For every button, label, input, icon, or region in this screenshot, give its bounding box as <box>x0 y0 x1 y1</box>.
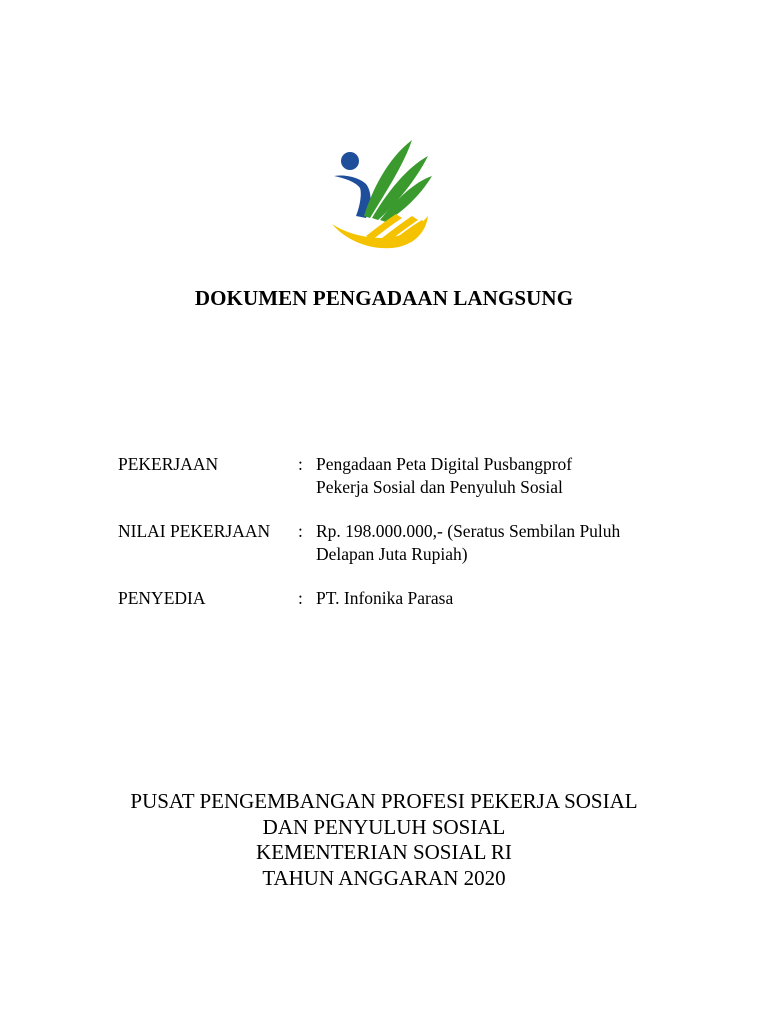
document-info-block <box>118 453 678 631</box>
footer-line: DAN PENYULUH SOSIAL <box>262 814 506 839</box>
field-value-line: Delapan Juta Rupiah) <box>316 544 468 564</box>
field-label: PENYEDIA <box>118 588 206 608</box>
emblem-graphic <box>326 134 436 254</box>
field-separator: : <box>298 521 303 541</box>
field-row-penyedia <box>118 587 678 610</box>
field-separator: : <box>298 454 303 474</box>
document-footer <box>0 789 768 891</box>
ministry-emblem-icon <box>326 134 436 254</box>
field-row-pekerjaan <box>118 453 678 499</box>
footer-line: PUSAT PENGEMBANGAN PROFESI PEKERJA SOSIAL <box>130 789 638 813</box>
emblem-head <box>341 152 359 170</box>
footer-line: TAHUN ANGGARAN 2020 <box>262 865 506 890</box>
field-value <box>316 587 678 610</box>
field-value <box>316 520 678 566</box>
field-label: PEKERJAAN <box>118 454 219 474</box>
footer-line: KEMENTERIAN SOSIAL RI <box>256 840 512 864</box>
field-value-line: Pengadaan Peta Digital Pusbangprof <box>316 454 573 474</box>
field-value <box>316 453 678 499</box>
field-label: NILAI PEKERJAAN <box>118 521 271 541</box>
field-row-nilai-pekerjaan <box>118 520 678 566</box>
field-value-line: Rp. 198.000.000,- (Seratus Sembilan Puluh <box>316 521 621 541</box>
document-title: DOKUMEN PENGADAAN LANGSUNG <box>194 286 574 310</box>
field-value-line: Pekerja Sosial dan Penyuluh Sosial <box>316 477 563 497</box>
field-value-line: PT. Infonika Parasa <box>316 588 454 608</box>
emblem-body <box>334 175 371 218</box>
field-separator: : <box>298 588 303 608</box>
